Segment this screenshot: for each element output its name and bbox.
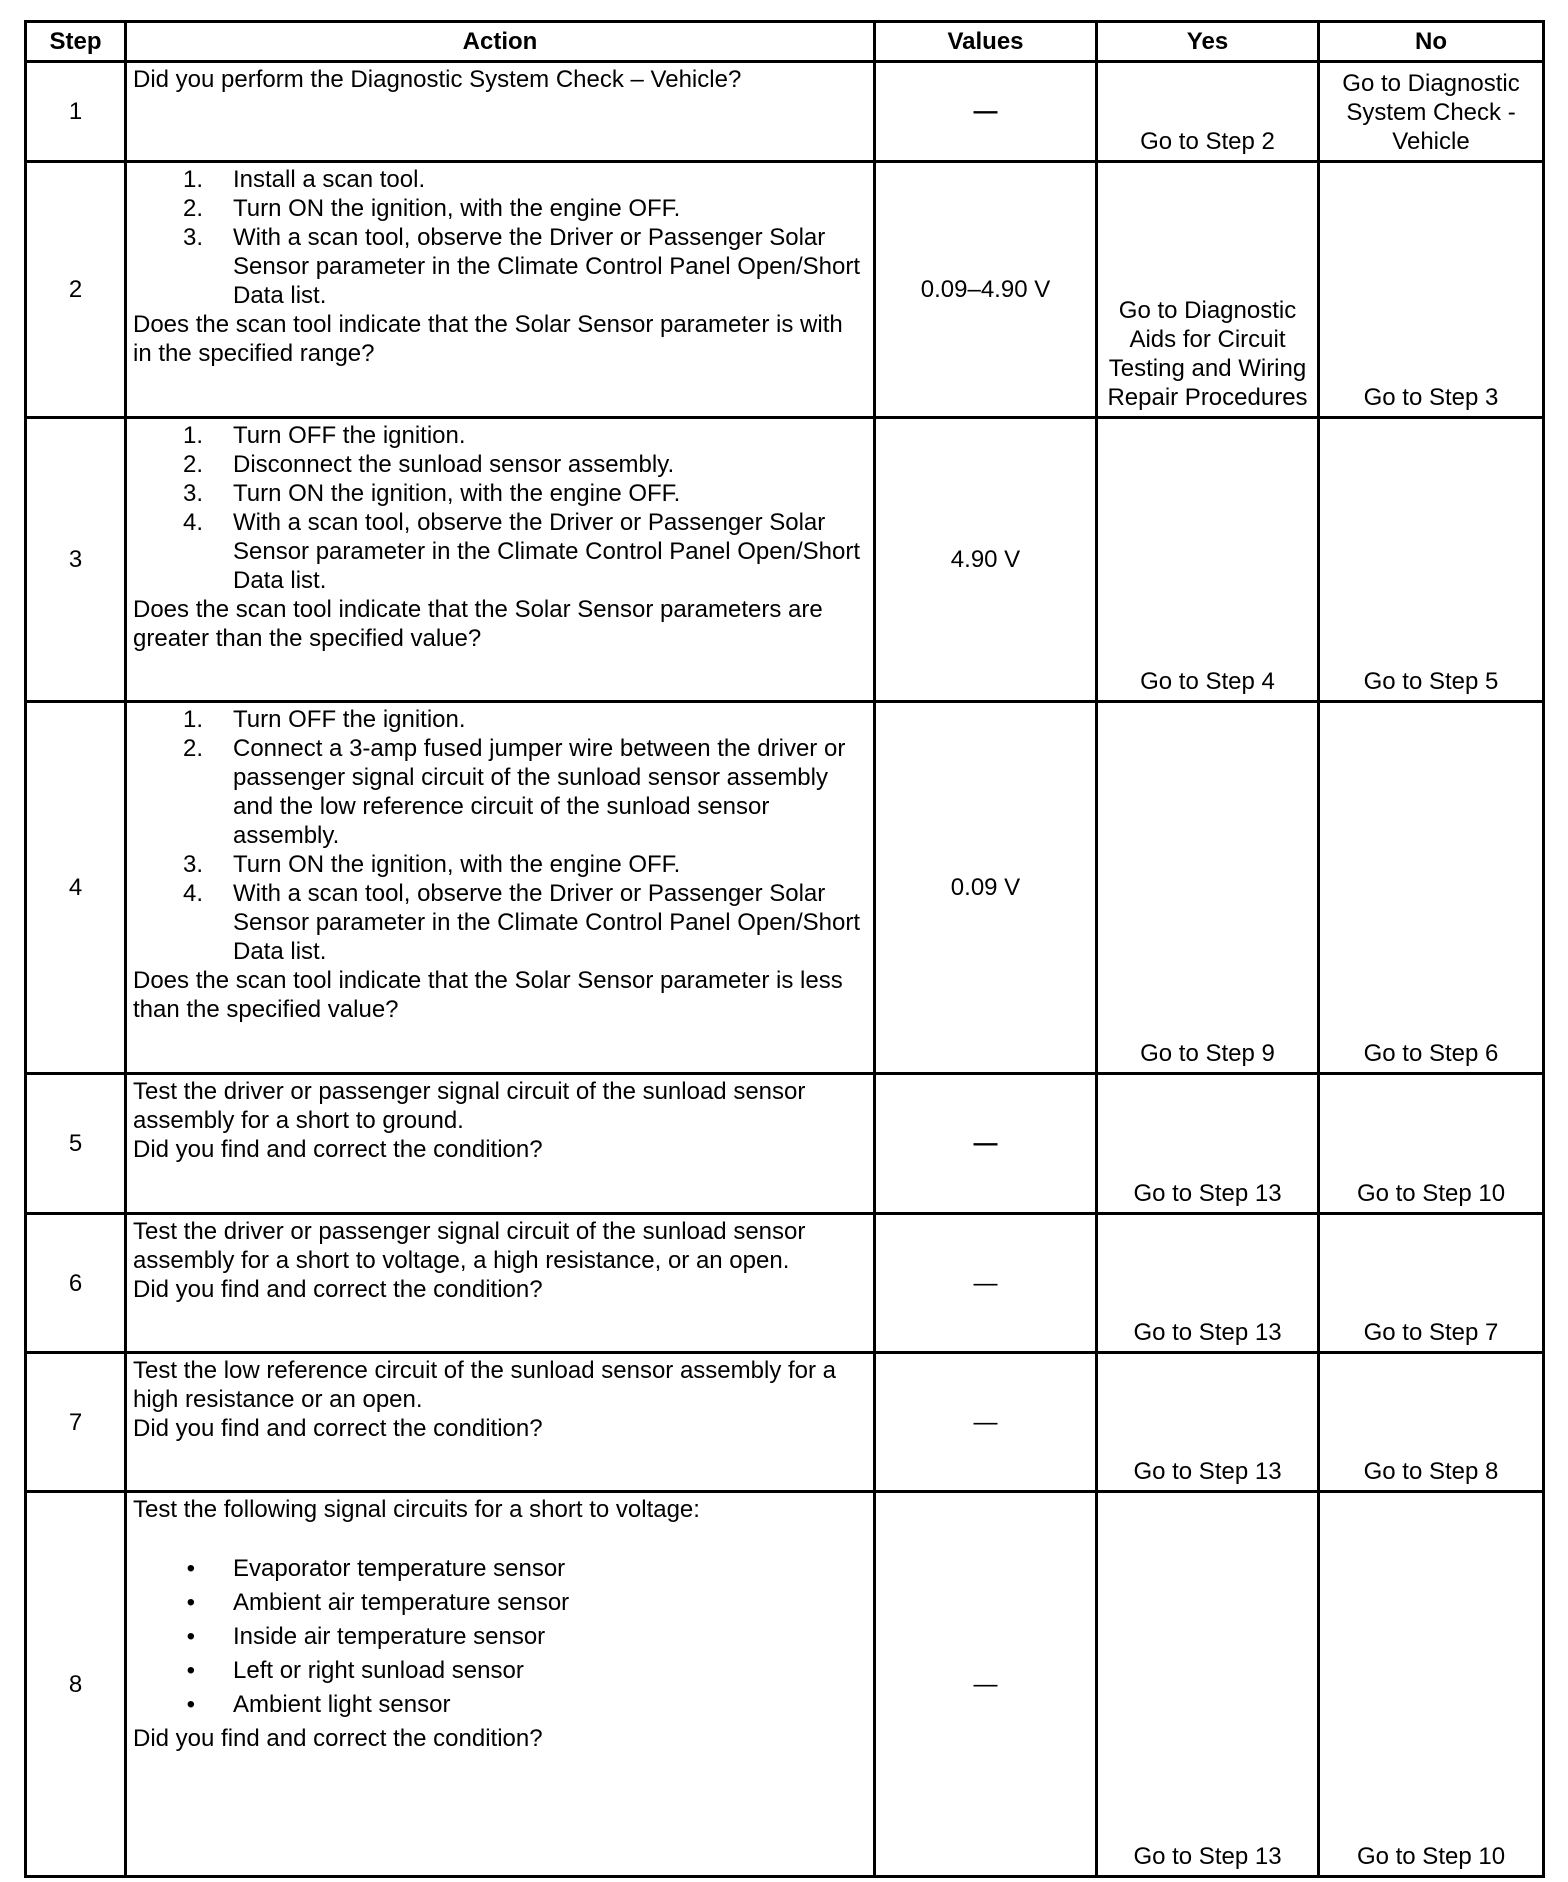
action-question: Does the scan tool indicate that the Solar Sensor parameter is less than the specified value? xyxy=(133,967,843,1023)
table-row xyxy=(26,1214,1544,1353)
no-cell: Go to Step 6 xyxy=(1319,702,1544,1074)
action-intro: Test the following signal circuits for a short to voltage: xyxy=(133,1496,700,1523)
yes-cell: Go to Step 4 xyxy=(1097,418,1319,702)
no-cell: Go to Step 3 xyxy=(1319,162,1544,418)
action-cell xyxy=(126,1353,875,1492)
value-cell: — xyxy=(875,1353,1097,1492)
list-item: 3. With a scan tool, observe the Driver or Passenger Solar Sensor parameter in the Climate Control Panel Open/Short Data list. xyxy=(182,224,860,309)
header-values: Values xyxy=(875,22,1097,62)
list-item: 3. Turn ON the ignition, with the engine OFF. xyxy=(182,851,681,878)
procedure-list xyxy=(133,421,865,595)
list-item: • Inside air temperature sensor xyxy=(186,1623,546,1650)
list-item: • Ambient light sensor xyxy=(186,1691,451,1718)
step-number: 3 xyxy=(26,418,126,702)
table-row xyxy=(26,418,1544,702)
list-item: 1. Turn OFF the ignition. xyxy=(182,706,466,733)
action-intro: Test the low reference circuit of the sunload sensor assembly for a high resistance or an open. xyxy=(133,1357,837,1413)
yes-cell: Go to Diagnostic Aids for Circuit Testing and Wiring Repair Procedures xyxy=(1097,162,1319,418)
table-row xyxy=(26,702,1544,1074)
list-item: 2. Turn ON the ignition, with the engine OFF. xyxy=(182,195,681,222)
action-question: Did you find and correct the condition? xyxy=(133,1276,543,1303)
yes-cell: Go to Step 13 xyxy=(1097,1353,1319,1492)
list-item: 3. Turn ON the ignition, with the engine OFF. xyxy=(182,480,681,507)
action-cell xyxy=(126,162,875,418)
action-question: Does the scan tool indicate that the Solar Sensor parameters are greater than the specified value? xyxy=(133,596,823,652)
step-number: 7 xyxy=(26,1353,126,1492)
no-cell: Go to Diagnostic System Check - Vehicle xyxy=(1319,62,1544,162)
list-item: 1. Install a scan tool. xyxy=(182,166,426,193)
diagnostic-table xyxy=(24,20,1545,1878)
no-cell: Go to Step 7 xyxy=(1319,1214,1544,1353)
action-cell xyxy=(126,418,875,702)
action-intro: Did you perform the Diagnostic System Check – Vehicle? xyxy=(133,66,742,93)
yes-cell: Go to Step 13 xyxy=(1097,1074,1319,1214)
list-item: 4. With a scan tool, observe the Driver or Passenger Solar Sensor parameter in the Climate Control Panel Open/Short Data list. xyxy=(182,509,860,594)
list-item: • Evaporator temperature sensor xyxy=(186,1555,566,1582)
value-cell: 0.09–4.90 V xyxy=(875,162,1097,418)
action-cell xyxy=(126,1492,875,1877)
yes-cell: Go to Step 2 xyxy=(1097,62,1319,162)
list-item: 2. Connect a 3-amp fused jumper wire between the driver or passenger signal circuit of the sunload sensor assembly and the low reference circuit of the sunload sensor assembly. xyxy=(182,735,846,849)
bullet-list xyxy=(133,1554,865,1719)
yes-cell: Go to Step 9 xyxy=(1097,702,1319,1074)
value-cell: — xyxy=(875,1492,1097,1877)
step-number: 8 xyxy=(26,1492,126,1877)
no-cell: Go to Step 5 xyxy=(1319,418,1544,702)
value-cell: — xyxy=(875,1214,1097,1353)
step-number: 4 xyxy=(26,702,126,1074)
action-question: Does the scan tool indicate that the Solar Sensor parameter is with in the specified range? xyxy=(133,311,843,367)
step-number: 2 xyxy=(26,162,126,418)
table-row xyxy=(26,1492,1544,1877)
header-yes: Yes xyxy=(1097,22,1319,62)
yes-cell: Go to Step 13 xyxy=(1097,1214,1319,1353)
list-item: • Ambient air temperature sensor xyxy=(186,1589,570,1616)
action-cell xyxy=(126,1074,875,1214)
no-cell: Go to Step 8 xyxy=(1319,1353,1544,1492)
step-number: 1 xyxy=(26,62,126,162)
list-item: • Left or right sunload sensor xyxy=(186,1657,524,1684)
table-row xyxy=(26,1353,1544,1492)
value-cell: — xyxy=(875,62,1097,162)
step-number: 6 xyxy=(26,1214,126,1353)
action-cell xyxy=(126,702,875,1074)
header-action: Action xyxy=(126,22,875,62)
list-item: 1. Turn OFF the ignition. xyxy=(182,422,466,449)
action-question: Did you find and correct the condition? xyxy=(133,1725,543,1752)
value-cell: 0.09 V xyxy=(875,702,1097,1074)
action-question: Did you find and correct the condition? xyxy=(133,1415,543,1442)
action-intro: Test the driver or passenger signal circuit of the sunload sensor assembly for a short to ground. xyxy=(133,1078,806,1134)
procedure-list xyxy=(133,165,865,310)
step-number: 5 xyxy=(26,1074,126,1214)
header-step: Step xyxy=(26,22,126,62)
table-row xyxy=(26,162,1544,418)
header-row xyxy=(26,22,1544,62)
value-cell: — xyxy=(875,1074,1097,1214)
procedure-list xyxy=(133,705,865,966)
action-question: Did you find and correct the condition? xyxy=(133,1136,543,1163)
table-row xyxy=(26,62,1544,162)
action-cell xyxy=(126,1214,875,1353)
action-intro: Test the driver or passenger signal circuit of the sunload sensor assembly for a short to voltage, a high resistance, or an open. xyxy=(133,1218,806,1274)
table-row xyxy=(26,1074,1544,1214)
value-cell: 4.90 V xyxy=(875,418,1097,702)
header-no: No xyxy=(1319,22,1544,62)
action-cell xyxy=(126,62,875,162)
no-cell: Go to Step 10 xyxy=(1319,1074,1544,1214)
no-cell: Go to Step 10 xyxy=(1319,1492,1544,1877)
list-item: 4. With a scan tool, observe the Driver or Passenger Solar Sensor parameter in the Climate Control Panel Open/Short Data list. xyxy=(182,880,860,965)
list-item: 2. Disconnect the sunload sensor assembly. xyxy=(182,451,675,478)
yes-cell: Go to Step 13 xyxy=(1097,1492,1319,1877)
